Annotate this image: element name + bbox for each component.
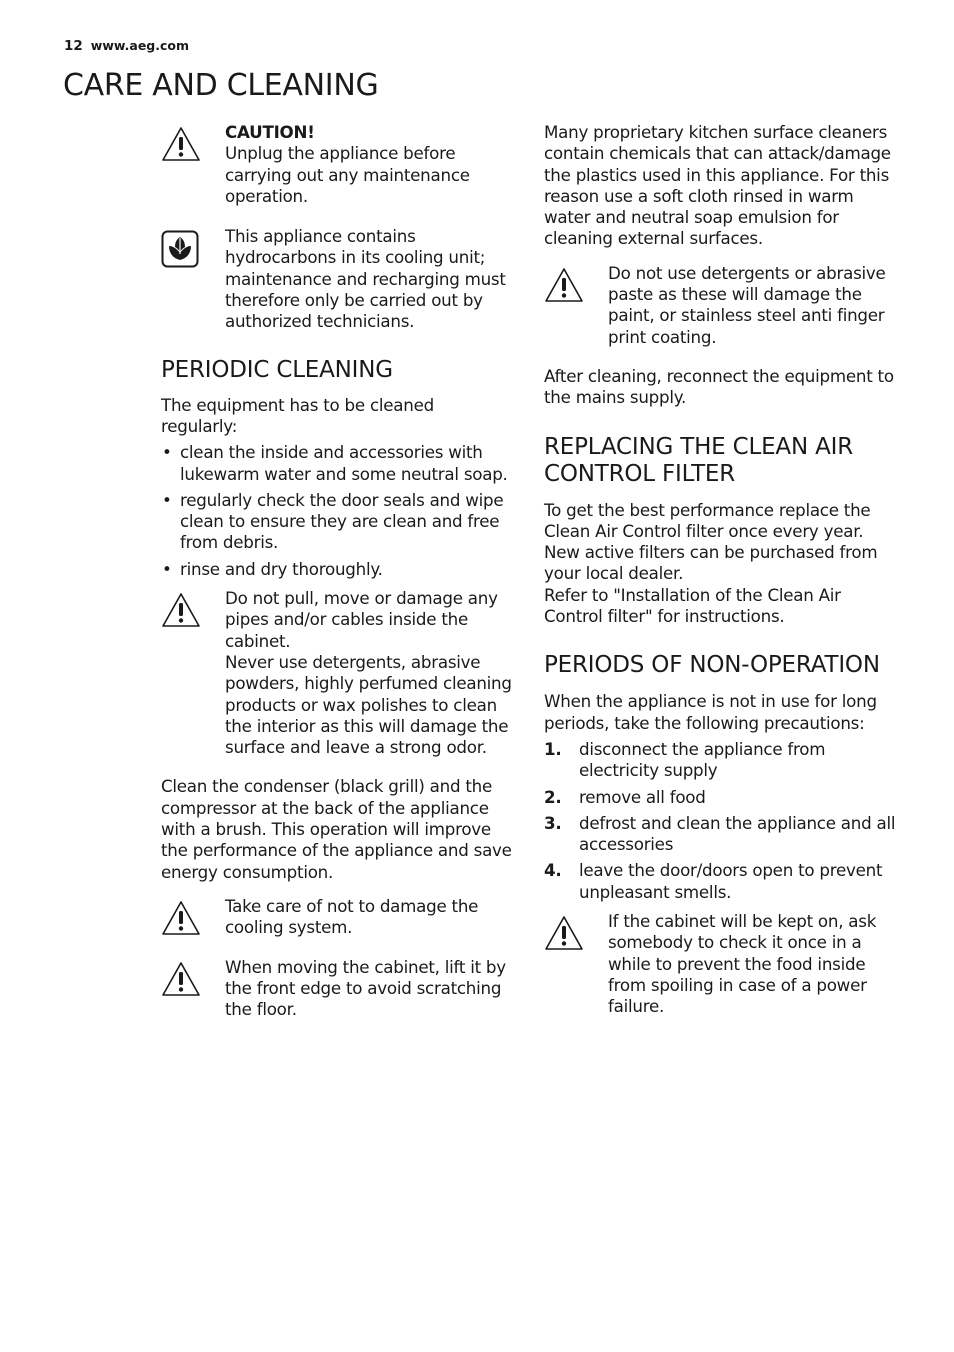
filter-paragraph-1: To get the best performance replace the Clean Air Control filter once every year. New active filters can be purchased from your local dealer. [544, 499, 878, 584]
page-number: 12 [64, 38, 83, 54]
pipes-warning-text: Do not pull, move or damage any pipes and/or cables inside the cabinet. [225, 588, 498, 651]
warning-triangle-icon [161, 588, 225, 628]
caution-text: Unplug the appliance before carrying out any maintenance operation. [225, 143, 470, 206]
list-item [544, 739, 896, 782]
cleaners-paragraph: Many proprietary kitchen surface cleaners contain chemicals that can attack/damage the plastics used in this appliance. For this reason use a soft cloth rinsed in warm water and neutral soap emulsion for cleaning external surfaces. [544, 122, 891, 249]
warning-triangle-icon [544, 911, 608, 951]
periodic-cleaning-heading: PERIODIC CLEANING [161, 356, 393, 383]
step-number: 4. [544, 860, 562, 881]
condenser-paragraph: Clean the condenser (black grill) and the compressor at the back of the appliance with a brush. This operation will improve the performance of the appliance and save energy consumption. [161, 776, 512, 882]
periodic-intro: The equipment has to be cleaned regularly: [161, 394, 434, 436]
header-url: www.aeg.com [90, 38, 190, 53]
caution-note [161, 122, 513, 207]
filter-paragraph-2: Refer to "Installation of the Clean Air Control filter" for instructions. [544, 584, 841, 627]
warning-triangle-icon [161, 122, 225, 162]
abrasive-warning-text: Do not use detergents or abrasive paste as these will damage the paint, or stainless steel anti finger print coating. [608, 262, 886, 347]
non-operation-steps [544, 739, 896, 903]
cooling-warning-text: Take care of not to damage the cooling system. [225, 895, 479, 938]
warning-triangle-icon [161, 896, 225, 936]
step-text: defrost and clean the appliance and all accessories [579, 812, 896, 855]
filter-heading: REPLACING THE CLEAN AIR CONTROL FILTER [544, 433, 853, 487]
warning-triangle-icon [161, 957, 225, 997]
list-item: • rinse and dry thoroughly. [161, 559, 513, 580]
moving-warning-note [161, 957, 513, 1021]
page-title: CARE AND CLEANING [63, 68, 379, 103]
step-text: leave the door/doors open to prevent unpleasant smells. [579, 860, 883, 902]
list-item [544, 813, 896, 856]
step-text: disconnect the appliance from electricity supply [579, 738, 826, 781]
after-cleaning-paragraph: After cleaning, reconnect the equipment to the mains supply. [544, 365, 894, 408]
step-number: 1. [544, 738, 562, 759]
abrasive-warning-note [544, 263, 896, 348]
right-column [544, 122, 896, 1018]
step-text: remove all food [579, 786, 706, 807]
step-number: 3. [544, 812, 562, 833]
step-number: 2. [544, 786, 562, 807]
left-column [161, 122, 513, 1020]
hydrocarbon-note [161, 226, 513, 332]
list-item: • clean the inside and accessories with lukewarm water and some neutral soap. [161, 442, 513, 485]
caution-heading: CAUTION! [225, 122, 315, 142]
periodic-bullets [161, 442, 513, 580]
list-item: • regularly check the door seals and wipe clean to ensure they are clean and free from debris. [161, 490, 513, 554]
hydrocarbon-text: This appliance contains hydrocarbons in its cooling unit; maintenance and recharging must therefore only be carried out by authorized technicians. [225, 226, 506, 332]
kept-on-warning-note [544, 911, 896, 1017]
kept-on-warning-text: If the cabinet will be kept on, ask somebody to check it once in a while to prevent the food inside from spoiling in case of a power failure. [608, 911, 877, 1017]
environment-icon [161, 226, 225, 268]
list-item [544, 860, 896, 903]
page-header [64, 38, 189, 54]
pipes-warning-note [161, 588, 513, 758]
non-operation-heading: PERIODS OF NON-OPERATION [544, 652, 880, 679]
cooling-warning-note [161, 896, 513, 939]
non-operation-intro: When the appliance is not in use for long periods, take the following precautions: [544, 691, 877, 733]
warning-triangle-icon [544, 263, 608, 303]
detergents-warning-text: Never use detergents, abrasive powders, highly perfumed cleaning products or wax polishes to clean the interior as this will damage the surface and leave a strong odor. [225, 651, 512, 758]
list-item [544, 787, 896, 808]
moving-warning-text: When moving the cabinet, lift it by the front edge to avoid scratching the floor. [225, 956, 506, 1020]
